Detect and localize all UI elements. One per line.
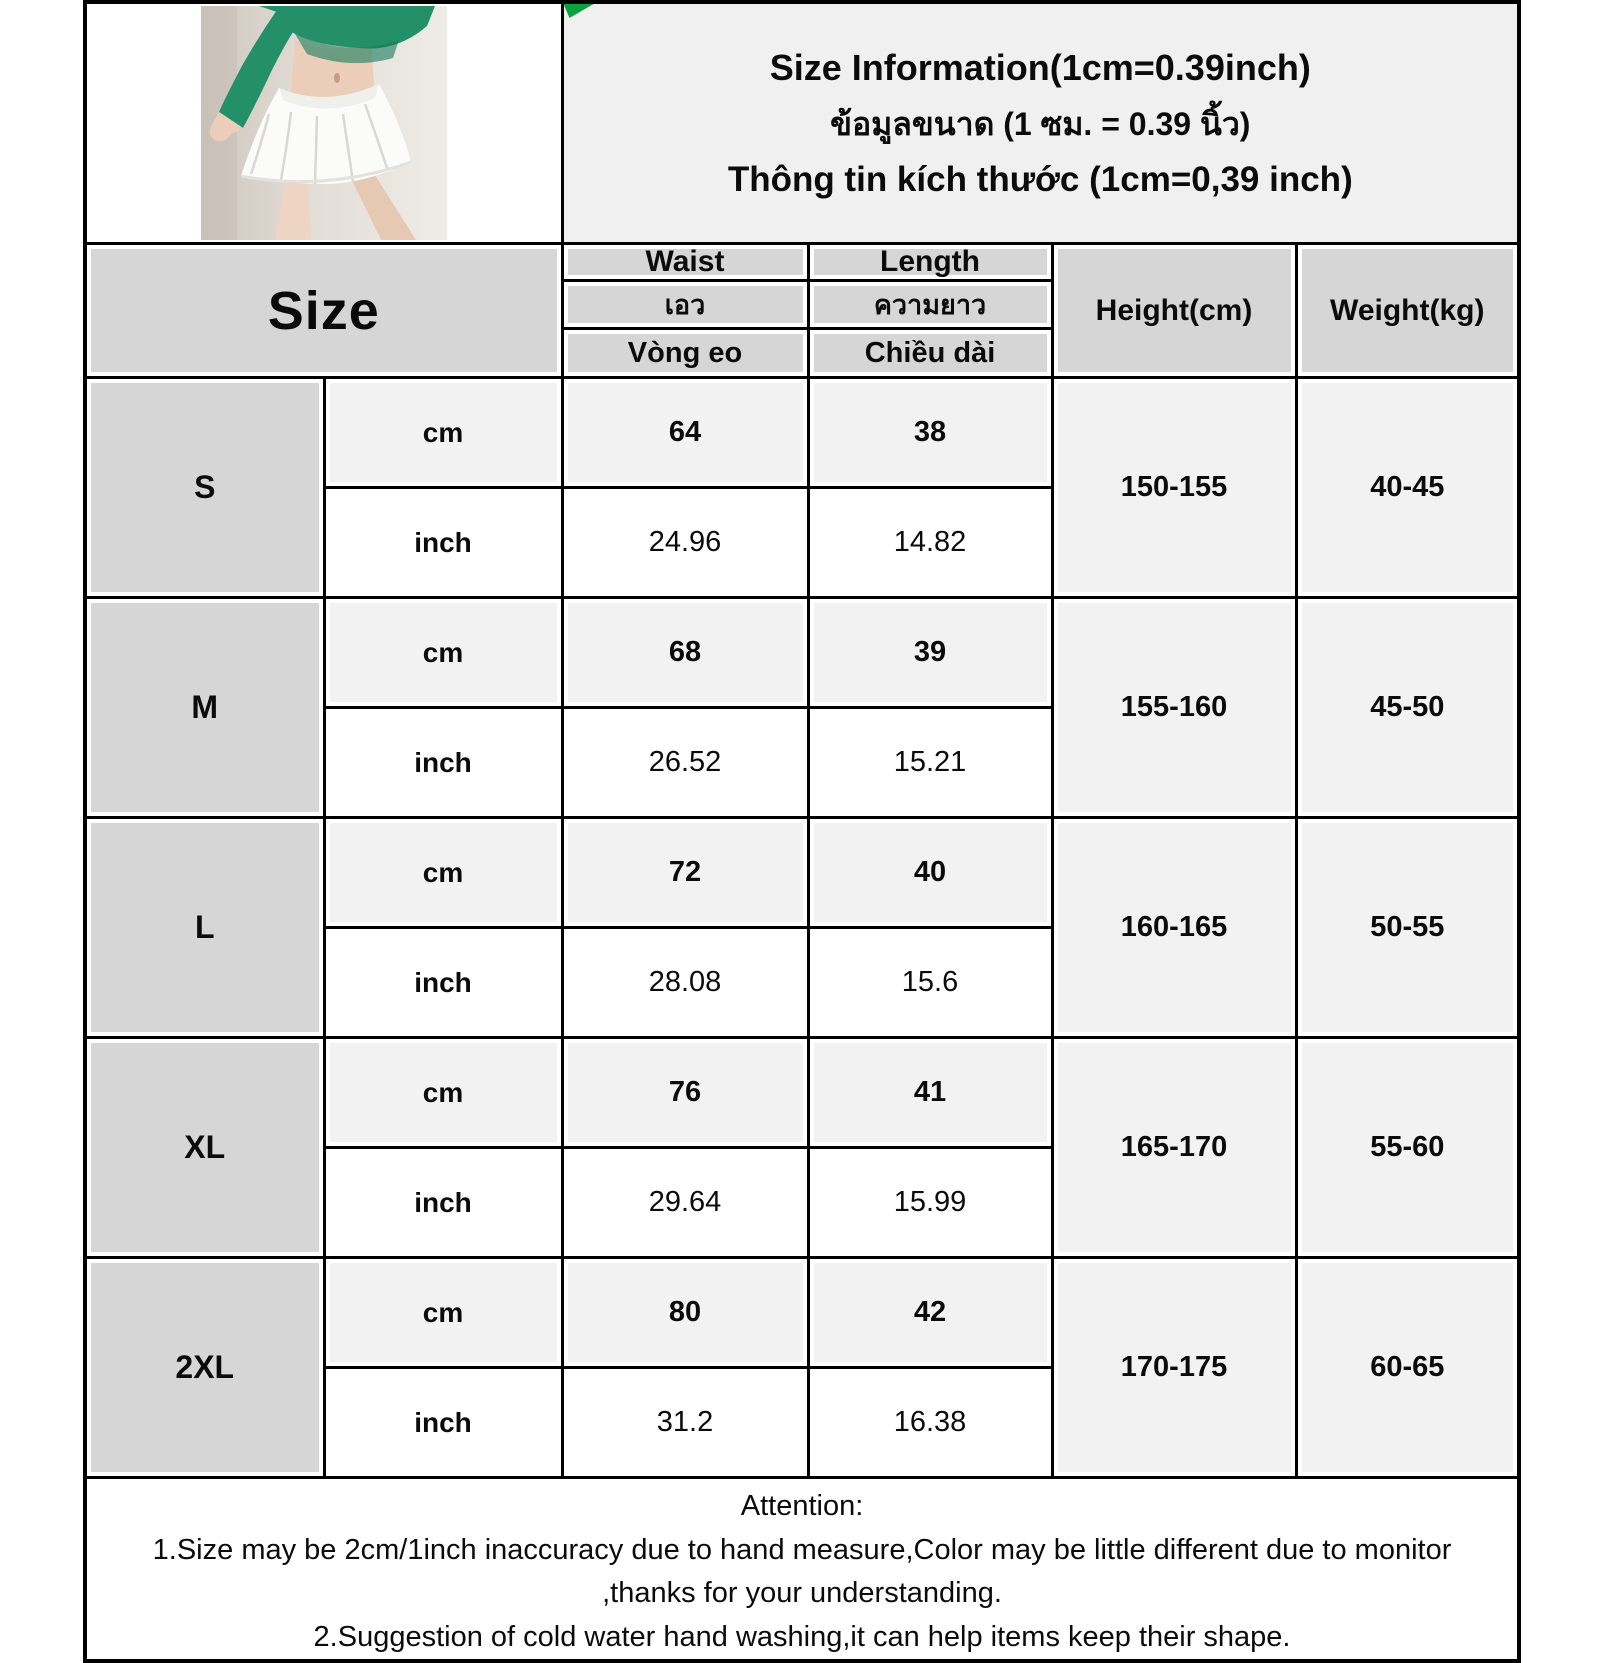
length-header-vi: Chiều dài <box>808 329 1052 378</box>
size-label-l: L <box>85 818 324 1038</box>
unit-inch: inch <box>324 1148 562 1258</box>
green-corner-mark <box>564 4 594 18</box>
waist-cm-value: 76 <box>562 1038 808 1148</box>
attention-note-1: 1.Size may be 2cm/1inch inaccuracy due to hand measure,Color may be little different due to monitor ,thanks for your understanding. <box>152 1533 1452 1609</box>
size-column-header: Size <box>85 244 562 378</box>
size-label-s: S <box>85 378 324 598</box>
length-inch-value: 15.6 <box>808 928 1052 1038</box>
weight-range: 60-65 <box>1296 1258 1519 1478</box>
product-photo <box>201 6 447 240</box>
waist-inch-value: 24.96 <box>562 488 808 598</box>
weight-range: 40-45 <box>1296 378 1519 598</box>
unit-inch: inch <box>324 928 562 1038</box>
height-range: 150-155 <box>1052 378 1296 598</box>
unit-cm: cm <box>324 598 562 708</box>
waist-cm-value: 80 <box>562 1258 808 1368</box>
waist-cm-value: 72 <box>562 818 808 928</box>
height-range: 160-165 <box>1052 818 1296 1038</box>
unit-cm: cm <box>324 1038 562 1148</box>
length-cm-value: 39 <box>808 598 1052 708</box>
waist-inch-value: 29.64 <box>562 1148 808 1258</box>
waist-inch-value: 26.52 <box>562 708 808 818</box>
attention-section <box>85 1478 1519 1662</box>
weight-column-header: Weight(kg) <box>1296 244 1519 378</box>
height-column-header: Height(cm) <box>1052 244 1296 378</box>
size-information-header <box>562 2 1519 244</box>
unit-inch: inch <box>324 708 562 818</box>
size-label-m: M <box>85 598 324 818</box>
unit-inch: inch <box>324 488 562 598</box>
waist-header-en: Waist <box>562 244 808 281</box>
title-english: Size Information(1cm=0.39inch) <box>769 46 1311 88</box>
length-header-th: ความยาว <box>808 281 1052 329</box>
height-range: 155-160 <box>1052 598 1296 818</box>
title-vietnamese: Thông tin kích thước (1cm=0,39 inch) <box>727 159 1353 199</box>
length-inch-value: 14.82 <box>808 488 1052 598</box>
length-inch-value: 16.38 <box>808 1368 1052 1478</box>
size-chart-sheet <box>83 0 1517 1663</box>
waist-header-vi: Vòng eo <box>562 329 808 378</box>
length-inch-value: 15.21 <box>808 708 1052 818</box>
length-cm-value: 38 <box>808 378 1052 488</box>
unit-cm: cm <box>324 818 562 928</box>
unit-cm: cm <box>324 378 562 488</box>
size-label-2xl: 2XL <box>85 1258 324 1478</box>
size-chart-table <box>83 0 1521 1663</box>
waist-cm-value: 64 <box>562 378 808 488</box>
length-header-en: Length <box>808 244 1052 281</box>
weight-range: 55-60 <box>1296 1038 1519 1258</box>
length-cm-value: 41 <box>808 1038 1052 1148</box>
weight-range: 45-50 <box>1296 598 1519 818</box>
height-range: 165-170 <box>1052 1038 1296 1258</box>
unit-cm: cm <box>324 1258 562 1368</box>
waist-inch-value: 28.08 <box>562 928 808 1038</box>
unit-inch: inch <box>324 1368 562 1478</box>
length-cm-value: 40 <box>808 818 1052 928</box>
waist-cm-value: 68 <box>562 598 808 708</box>
attention-heading: Attention: <box>740 1490 864 1522</box>
size-label-xl: XL <box>85 1038 324 1258</box>
length-inch-value: 15.99 <box>808 1148 1052 1258</box>
length-cm-value: 42 <box>808 1258 1052 1368</box>
attention-note-2: 2.Suggestion of cold water hand washing,it can help items keep their shape. <box>313 1620 1291 1653</box>
product-photo-cell <box>85 2 562 244</box>
title-thai: ข้อมูลขนาด (1 ซม. = 0.39 นิ้ว) <box>830 105 1251 142</box>
waist-inch-value: 31.2 <box>562 1368 808 1478</box>
weight-range: 50-55 <box>1296 818 1519 1038</box>
height-range: 170-175 <box>1052 1258 1296 1478</box>
waist-header-th: เอว <box>562 281 808 329</box>
